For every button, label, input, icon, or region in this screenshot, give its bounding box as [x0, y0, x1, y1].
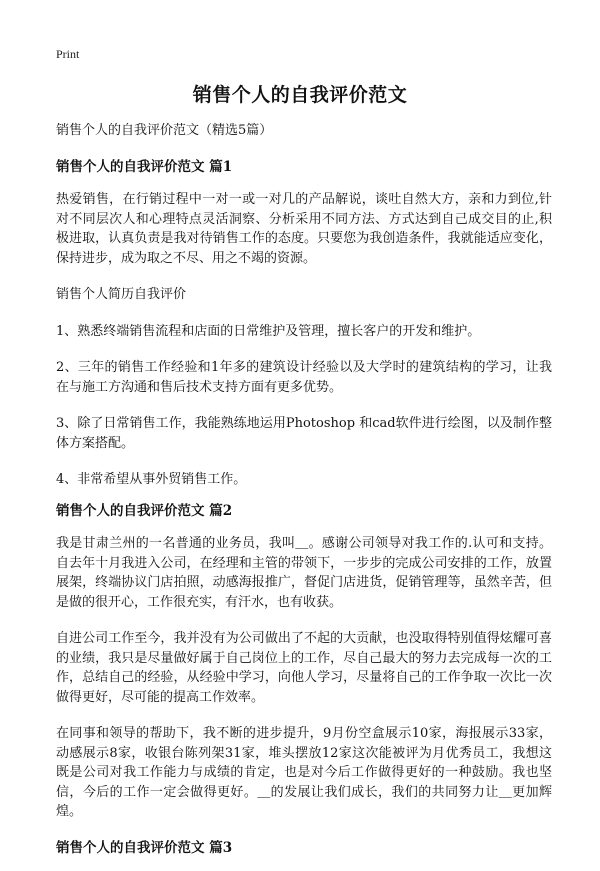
- paragraph: 3、除了日常销售工作，我能熟练地运用Photoshop 和cad软件进行绘图，以及制作整体方案搭配。: [56, 416, 552, 451]
- paragraph: 1、熟悉终端销售流程和店面的日常维护及管理，擅长客户的开发和维护。: [56, 323, 481, 339]
- paragraph: 我是甘肃兰州的一名普通的业务员，我叫＿。感谢公司领导对我工作的.认可和支持。自去年十月我进入公司，在经理和主管的带领下，一步步的完成公司安排的工作，放置展架，终端协议门店拍照，动感海报推广，督促门店进货，促销管理等，虽然辛苦，但是做的很开心，工作很充实，有汗水，也有收获。: [56, 536, 552, 610]
- section-heading-2: 销售个人的自我评价范文 篇2: [56, 502, 233, 519]
- paragraph: 自进公司工作至今，我并没有为公司做出了不起的大贡献，也没取得特别值得炫耀可喜的业绩，我只是尽量做好属于自己岗位上的工作，尽自己最大的努力去完成每一次的工作，总结自己的经验，从经验中学习，向他人学习，尽量将自己的工作争取一次比一次做得更好，尽可能的提高工作效率。: [56, 631, 552, 705]
- paragraph: 热爱销售，在行销过程中一对一或一对几的产品解说，谈吐自然大方，亲和力到位,针对不同层次人和心理特点灵活洞察、分析采用不同方法、方式达到自己成交目的止,积极进取，认真负责是我对待销售工作的态度。只要您为我创造条件，我就能适应变化，保持进步，成为取之不尽、用之不竭的资源。: [56, 192, 552, 266]
- paragraph: 4、非常希望从事外贸销售工作。: [56, 472, 247, 487]
- paragraph: 销售个人简历自我评价: [56, 287, 187, 302]
- paragraph: 在同事和领导的帮助下，我不断的进步提升，9月份空盒展示10家，海报展示33家，动感展示8家，收银台陈列架31家，堆头摆放12家这次能被评为月优秀员工，我想这既是公司对我工作能力与成绩的肯定，也是对今后工作做得更好的一种鼓励。我也坚信，今后的工作一定会做得更好。＿的发展让我们成长，我们的共同努力让＿更加辉煌。: [56, 726, 552, 819]
- document-body: [56, 121, 552, 871]
- document-subtitle: 销售个人的自我评价范文（精选5篇）: [56, 123, 273, 138]
- print-link[interactable]: Print: [56, 47, 80, 61]
- section-heading-3: 销售个人的自我评价范文 篇3: [56, 839, 233, 856]
- section-heading-1: 销售个人的自我评价范文 篇1: [56, 158, 233, 175]
- page-title: 销售个人的自我评价范文: [192, 84, 408, 106]
- paragraph: 2、三年的销售工作经验和1年多的建筑设计经验以及大学时的建筑结构的学习，让我在与施工方沟通和售后技术支持方面有更多优势。: [56, 360, 552, 395]
